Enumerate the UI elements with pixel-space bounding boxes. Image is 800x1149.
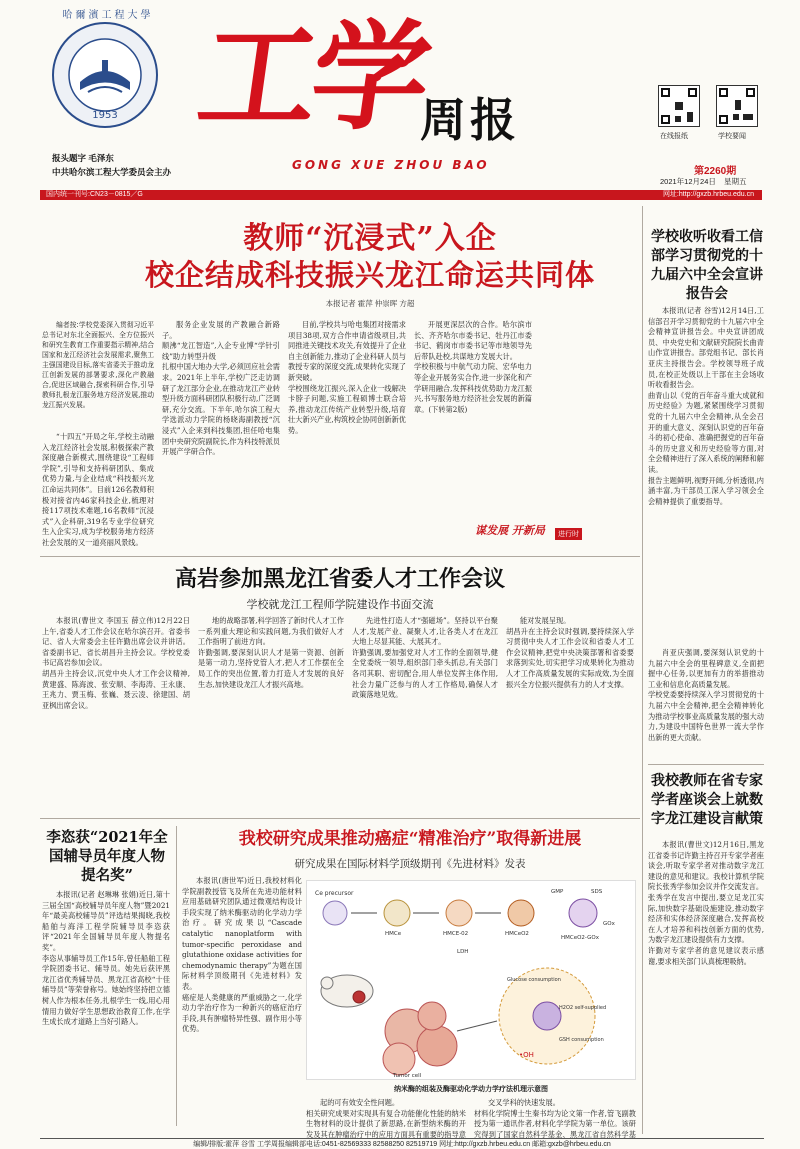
cancer-col1: 本报讯(唐世军)近日,我校材料化学院副教授管飞及所在先进功能材料应用基础研究团队通过微观结构设计手段实现了纳米酶驱动的化学动力学治疗。研究成果以“Cascade catalytic nanoplatform with tumor-specific peroxidase and glutathione oxidase activities for chemodynamic therapy”为题在国际材料学顶级期刊《先进材料》发表。 癌症是人类健康的严重威胁之一,化学动力学治疗作为一种新兴的癌症治疗手段,具有肿瘤特异性强、副作用小等优势。 xyxy=(182,876,302,1034)
school-seal-icon xyxy=(50,20,160,130)
qr-label-online: 在线报纸 xyxy=(660,133,688,140)
issue-date xyxy=(660,176,746,187)
cancer-bottom-col2: 交叉学科的快速发展。 材料化学院博士生秦书均为论文第一作者,管飞副教授为第一通讯作者,材料化学学院为第一单位。该研究得到了国家自然科学基金、黑龙江省自然科学基 xyxy=(474,1098,636,1138)
newspaper-title: 工学 xyxy=(190,7,434,146)
lead-headline-line2: 校企结成科技振兴龙江命运共同体 xyxy=(144,258,595,292)
seal-year: 1953 xyxy=(92,110,118,121)
figure-caption: 纳米酶的组装及酶驱动化学动力学疗法机理示意图 xyxy=(394,1086,548,1093)
masthead-bar xyxy=(40,190,762,200)
sidebar2-headline: 我校教师在省专家学者座谈会上就数字龙江建设言献策 xyxy=(651,773,763,827)
cn-number: 国内统一刊号:CN23－0815／G xyxy=(46,191,143,198)
cancer-subhead: 研究成果在国际材料学顶级期刊《先进材料》发表 xyxy=(294,858,526,870)
sidebar1-body: 本报讯(记者 谷雪)12月14日,工信部召开学习贯彻党的十九届六中全会精神宣讲报告会。中央宣讲团成员、中央党史和文献研究院院长曲青山作宣讲报告。部党组书记、部长肖亚庆主持报告会。学校领导班子成员,在校正处级以上干部在主会场收听收看报告会。 曲青山以《党的百年奋斗重大成就和历史经验》为题,紧紧围绕学习贯彻党的十九届六中全会精神,从全会召开的重大意义、深刻认识党的百年奋斗的初心使命、准确把握党的百年奋斗的历史意义和历史经验等方面,对全会精神进行了深入系统的阐释和解读。 报告主题鲜明,视野开阔,分析透彻,内涵丰富,为干部员工深入学习领会全会精神提供了重要指导。 xyxy=(648,306,764,506)
newspaper-pinyin: GONG XUE ZHOU BAO xyxy=(292,158,490,172)
fig-label-sds: SDS xyxy=(591,889,603,895)
sidebar1-body2: 肖亚庆强调,要深刻认识党的十九届六中全会的里程碑意义,全面把握中心任务,以更加有力的举措推动工业和信息化高质量发展。 学校党委要持续深入学习贯彻党的十九届六中全会精神,把全会精神转化为推动学校事业高质量发展的强大动力,为建设中国特色世界一流大学作出新的更大贡献。 xyxy=(648,648,764,742)
qr-label-news: 学校要闻 xyxy=(718,133,746,140)
sidebar1-headline: 学校收听收看工信部学习贯彻党的十九届六中全会宣讲报告会 xyxy=(651,229,763,302)
continue-tag-label: 谋发展 开新局 xyxy=(475,524,545,537)
tumor-cell-cluster xyxy=(383,1002,457,1075)
site-url[interactable]: 网址:http://gxzb.hrbeu.edu.cn xyxy=(662,191,754,198)
lixiaohuo-body: 本报讯(记者 赵琳琳 张娟)近日,第十三届全国“高校辅导员年度人物”暨2021年“最美高校辅导员”评选结果揭晓,我校船舶与海洋工程学院辅导员李恣获评“2021年全国辅导员年度人物提名奖”。 李恣从事辅导员工作15年,曾任船舶工程学院团委书记、辅导员。她先后获评黑龙江省优秀辅导员、黑龙江省高校“十佳辅导员”等荣誉称号。她始终坚持把立德树人作为根本任务,扎根学生一线,用心用情用力做好学生思想政治教育工作,在学生成长成才道路上当好引路人。 xyxy=(42,890,170,1027)
school-logo xyxy=(50,20,160,130)
divider-vertical-right xyxy=(642,206,643,1134)
fig-label-oh: •OH xyxy=(519,1051,534,1059)
sidebar2-body: 本报讯(曹世文)12月16日,黑龙江省委书记许勤主持召开专家学者座谈会,听取专家学者对推动数字龙江建设的意见和建议。我校计算机学院院长张秀学参加会议并作交流发言。 张秀学在发言中提出,要立足龙江实际,加快数字基础设施建设,推动数字经济和实体经济深度融合,发挥高校在人才培养和科技创新方面的优势,为数字龙江建设提供有力支撑。 许勤对专家学者的意见建议表示感谢,要求相关部门认真梳理吸纳。 xyxy=(648,840,764,966)
cancer-headline: 我校研究成果推动癌症“精准治疗”取得新进展 xyxy=(238,829,582,849)
school-name: 哈爾濱工程大學 xyxy=(62,10,154,21)
fig-label-glucose: Glucose consumption xyxy=(507,977,561,983)
cancer-figure xyxy=(306,880,636,1080)
talent-headline: 高岩参加黑龙江省委人才工作会议 xyxy=(174,566,505,592)
lead-col1: “十四五”开局之年,学校主动融入龙江经济社会发展,积极探索产教深度融合新模式,围绕建设“工程师学院”,引导和支持科研团队、集成优势力量,与企业结成“科技振兴龙江命运共同体”。目前126名教师积极对接省内46家科技企业,梳理对接117项技术难题,16名教师“沉浸式”入企科研,319名专业学位研究生入企实习,成为学校服务地方经济社会发展的又一道亮丽风景线。 xyxy=(42,432,154,547)
issue-date-text: 2021年12月24日 xyxy=(660,177,716,186)
lead-byline: 本报记者 霍萍 仲崇晖 方超 xyxy=(325,299,415,308)
fig-label-gsh: GSH consumption xyxy=(559,1037,604,1043)
fig-label-gmp: GMP xyxy=(551,889,564,895)
fig-label-ce: Ce precursor xyxy=(315,890,354,897)
talent-col1: 本报讯(曹世文 李国玉 薛立伟)12月22日上午,省委人才工作会议在哈尔滨召开。省委书记、省人大常委会主任许勤出席会议并讲话。省委副书记、省长胡昌升主持会议。学校党委书记高岩参加会议。 胡昌升主持会议,沉党中央人才工作会议精神,黄建盛、陈海波、张安顺、李海涛、王永康、王兆力、贾玉梅、张巍、聂云凌、徐建国、胡亚枫出席会议。 xyxy=(42,616,190,710)
talent-col2: 地的战略部署,科学回答了新时代人才工作一系列重大理论和实践问题,为我们做好人才工作指明了前进方向。 许勤强调,要深刻认识人才是第一资源、创新是第一动力,坚持党管人才,把人才工作摆在全局工作的突出位置,着力打造人才发展的良好生态,加快建设龙江人才振兴高地。 xyxy=(198,616,344,689)
newspaper-subtitle: 周报 xyxy=(420,93,520,147)
lead-col4: 开展更深层次的合作。哈尔滨市长、齐齐哈尔市委书记、牡丹江市委书记、鹤岗市市委书记等市地领导先后带队赴校,共谋地方发展大计。 学校积极与中航气动力院、宏华电力等企业开展务实合作,进一步深化和产学研用融合,发挥科技优势助力龙江振兴,书写服务地方经济社会发展的新篇章。(下转第2版) xyxy=(414,320,532,414)
continue-tag-suffix: 进行时 xyxy=(555,528,582,540)
footer-text: 编辑/排版:霍萍 谷雪 工学周报编辑部电话:0451-82569333 82588250 82519719 网址:http://gxzb.hrbeu.edu.cn 邮箱:gxzb@hrbeu.edu.cn xyxy=(193,1141,611,1148)
qr-code-news[interactable] xyxy=(716,85,758,127)
fig-label-ldh: LDH xyxy=(457,949,469,955)
fig-label-hmce: HMCe xyxy=(385,931,402,937)
fig-label-hmce02: HMCE-02 xyxy=(443,931,469,937)
divider-sidebar xyxy=(648,764,764,765)
talent-subhead: 学校就龙江工程师学院建设作书面交流 xyxy=(246,598,434,611)
lixiaohuo-headline: 李恣获“2021年全国辅导员年度人物提名奖” xyxy=(46,829,168,884)
lead-col2: 服务企业发展的产教融合新路子。 顺沸“龙江智造”,入企专业博“学针引线”助力转型升级 扎根中国大地办大学,必须回应社会需求。2021年上半年,学校广泛走访调研了龙江部分企业,在推动龙江产业转型升级方面科研团队积极行动,广泛调研,充分交流。下半年,哈尔滨工程大学选派动力学院的杨晓海副教授“沉浸式”入企来到科技集团,担任哈电集团中央研究院副院长,作为科技特派员开展产学研合作。 xyxy=(162,320,280,457)
talent-col4: 能对发展呈现。 胡昌升在主持会议时强调,要持续深入学习贯彻中央人才工作会议和省委人才工作会议精神,把党中央决策部署和省委要求落到实处,切实把学习成果转化为推动人才工作高质量发展的实际成效,为全面振兴全方位振兴提供有力的人才支撑。 xyxy=(506,616,634,689)
continue-tag xyxy=(475,520,595,544)
nanozyme-schematic xyxy=(307,881,637,1081)
divider-talent xyxy=(40,818,640,819)
fig-label-cell: Tumor cell xyxy=(393,1073,422,1079)
talent-col3: 先进性打造人才“强磁场”。坚持以平台聚人才,发展产业、凝聚人才,让各类人才在龙江大地上尽显其能、大展其才。 许勤强调,要加强党对人才工作的全面领导,健全党委统一领导,组织部门牵头抓总,有关部门各司其职、密切配合,用人单位发挥主体作用,社会力量广泛参与的人才工作格局,确保人才政策落地见效。 xyxy=(352,616,498,700)
issue-number: 第2260期 xyxy=(694,166,737,177)
fig-label-nanosphere: HMCeO2-GOx xyxy=(561,935,599,941)
calligraphy-credit: 报头题字 毛泽东 xyxy=(52,153,114,163)
sponsor-line: 中共哈尔滨工程大学委员会主办 xyxy=(52,167,172,177)
lead-col3: 目前,学校共与哈电集团对接需求项目38项,双方合作申请省级项目,共同推进关键技术攻关,有效提升了企业自主创新能力,推动了企业科研人员与教授专家的深度交流,成果转化实现了新突破。 学校围绕龙江振兴,深入企业一线解决卡脖子问题,实施工程硕博士联合培养,推动龙江传统产业转型升级,培育壮大新兴产业,构筑校企协同创新新优势。 xyxy=(288,320,406,435)
divider-vertical-left xyxy=(176,826,177,1126)
divider-lead xyxy=(40,556,640,557)
fig-label-gox: GOx xyxy=(603,921,615,927)
masthead xyxy=(0,0,800,200)
issue-weekday: 星期五 xyxy=(723,177,747,186)
fig-label-hmceo2: HMCeO2 xyxy=(505,931,529,937)
cancer-bottom-col1: 起的可有效安全性问题。 相关研究成果对实现具有复合功能催化性能的纳米生物材料的设计提供了新思路,在新型纳米酶的开发及其在肿瘤治疗中的应用方面具有重要的指导意 xyxy=(306,1098,466,1138)
fig-label-h2o2: H2O2 self-supplied xyxy=(559,1005,607,1011)
lead-abstract: 编者按:学校党委深入贯彻习近平总书记对东北全面振兴、全方位振兴和研究生教育工作重要指示精神,结合国家和龙江经济社会发展需求,聚焦工主强国建设目标,落实省委关于推动龙江创新发展的部署要求,深化产教融合,促进区域融合,探索科研合作,引导教师扎根龙江服务地方经济发展,推动龙江振兴发展。 xyxy=(42,321,154,409)
footer-rule xyxy=(40,1138,764,1139)
lead-headline-line1: 教师“沉浸式”入企 xyxy=(243,221,497,256)
qr-code-online[interactable] xyxy=(658,85,700,127)
